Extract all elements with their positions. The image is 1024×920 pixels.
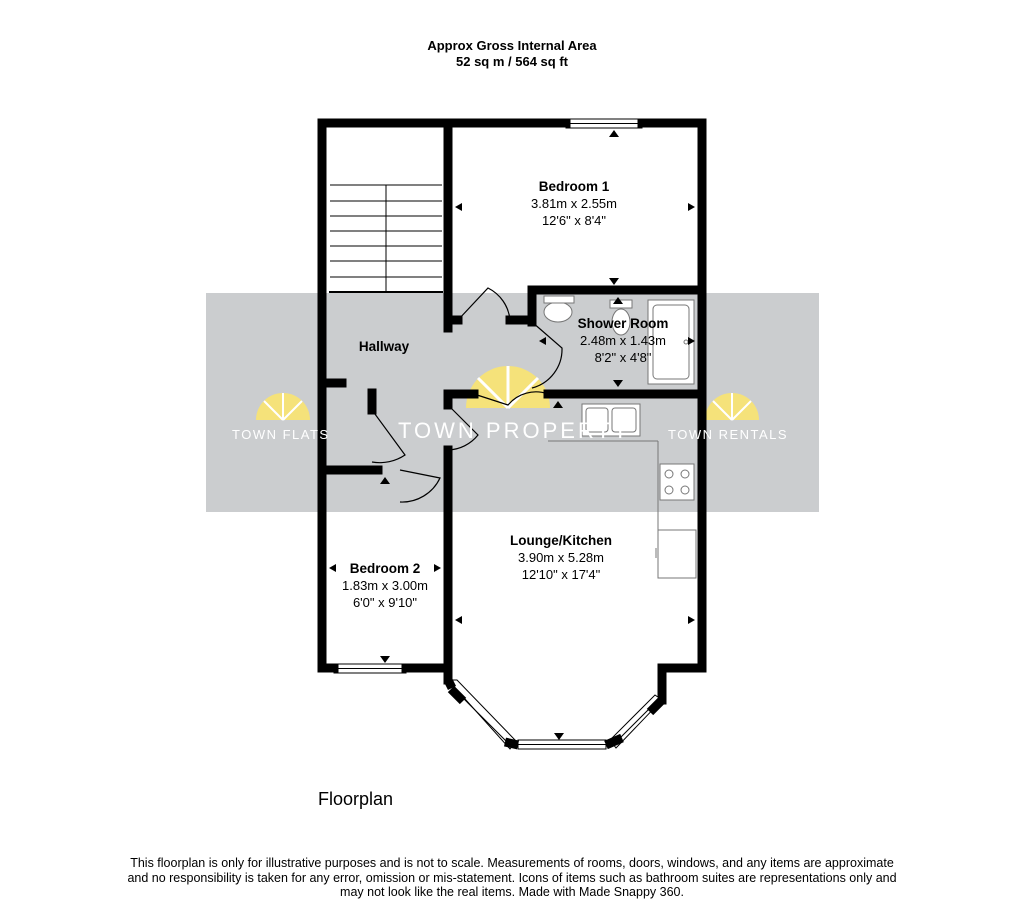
floorplan-caption: Floorplan <box>318 789 394 809</box>
disclaimer-line: This floorplan is only for illustrative purposes and is not to scale. Measurements of rooms, doors, windows, and any items are approximate <box>130 856 894 870</box>
area-value: 52 sq m / 564 sq ft <box>456 54 568 69</box>
watermark-town-property: TOWN PROPERTY <box>398 418 631 443</box>
room-size-metric: 3.81m x 2.55m <box>531 196 617 211</box>
room-label-lounge-kitchen <box>499 532 623 583</box>
room-label-bedroom-2 <box>325 560 445 611</box>
room-name: Bedroom 1 <box>538 179 610 194</box>
watermark-town-flats: TOWN FLATS <box>232 427 330 442</box>
disclaimer <box>0 856 1024 900</box>
room-name: Lounge/Kitchen <box>510 533 612 548</box>
room-size-metric: 1.83m x 3.00m <box>342 578 428 593</box>
room-size-metric: 3.90m x 5.28m <box>518 550 604 565</box>
room-size-metric: 2.48m x 1.43m <box>580 333 666 348</box>
room-size-imperial: 12'10" x 17'4" <box>521 567 601 582</box>
area-title: Approx Gross Internal Area <box>427 38 597 53</box>
disclaimer-line: and no responsibility is taken for any error, omission or mis-statement. Icons of items such as bathroom suites are representations only and <box>127 870 897 885</box>
room-label-shower-room <box>563 315 683 366</box>
room-name: Bedroom 2 <box>349 561 421 576</box>
room-label-bedroom-1 <box>514 178 634 229</box>
room-name: Shower Room <box>577 316 669 331</box>
room-label-hallway <box>344 338 424 355</box>
room-size-imperial: 8'2" x 4'8" <box>594 350 652 365</box>
disclaimer-line: may not look like the real items. Made with Made Snappy 360. <box>340 885 684 899</box>
staircase <box>330 185 442 292</box>
room-size-imperial: 6'0" x 9'10" <box>352 595 418 610</box>
room-name: Hallway <box>358 339 410 354</box>
watermark-town-rentals: TOWN RENTALS <box>668 427 789 442</box>
room-size-imperial: 12'6" x 8'4" <box>541 213 607 228</box>
